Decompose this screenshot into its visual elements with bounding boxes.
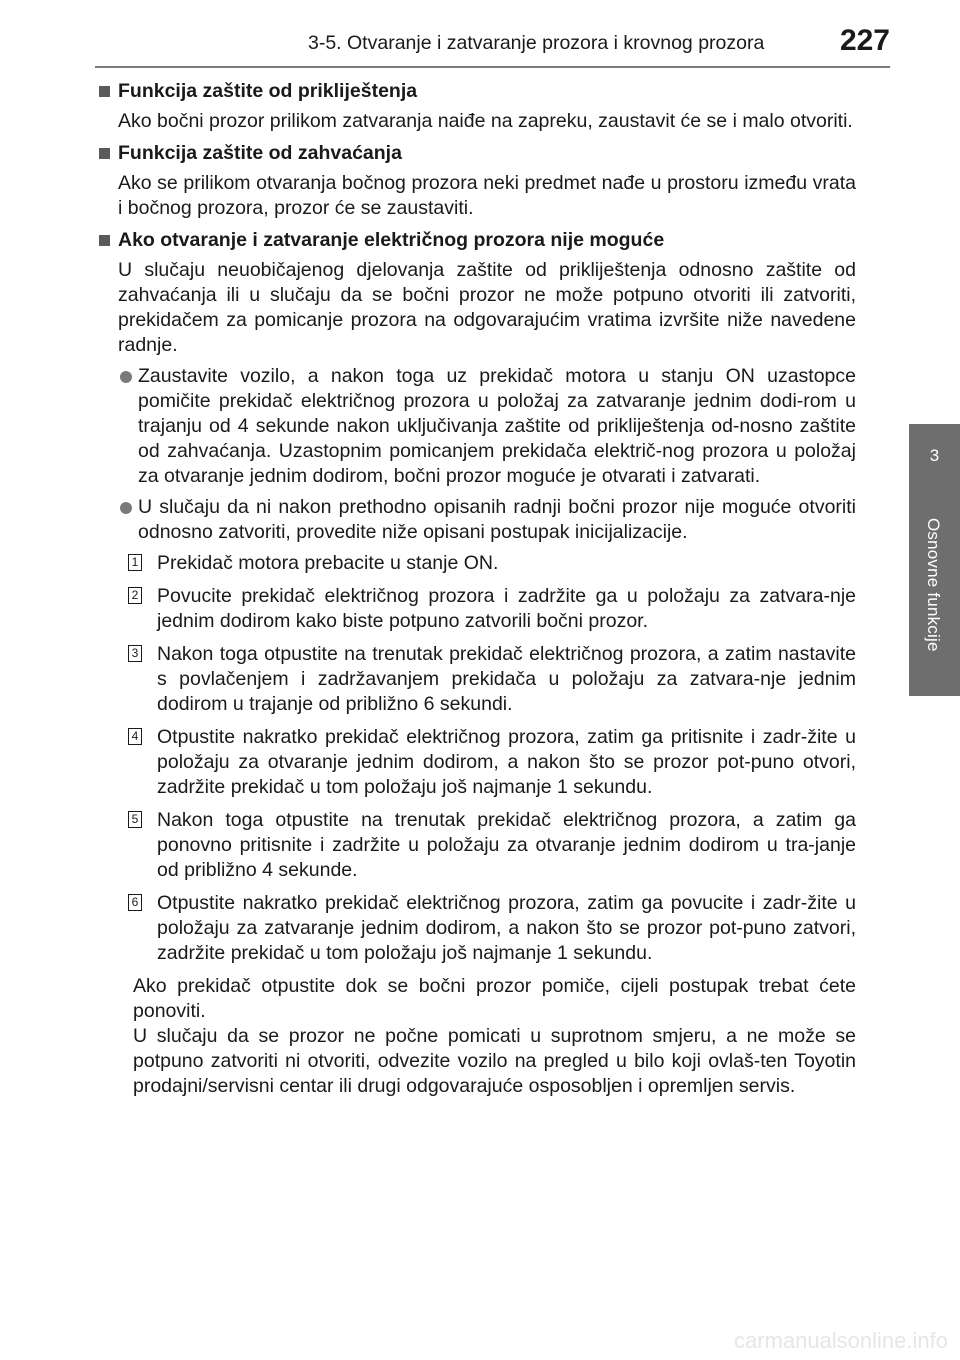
step-number-badge: 3 <box>128 645 142 662</box>
section-heading: Funkcija zaštite od zahvaćanja <box>118 142 402 164</box>
page-content <box>96 79 856 1106</box>
closing-note: Ako prekidač otpustite dok se bočni prozor pomiče, cijeli postupak trebat ćete ponoviti. <box>133 975 856 1022</box>
section-window-not-working <box>96 228 856 1099</box>
step-item <box>96 891 856 966</box>
step-text: Otpustite nakratko prekidač električnog prozora, zatim ga pritisnite i zadr-žite u položaju za otvaranje jednim dodirom, a nakon što se prozor pot-puno otvori, zadržite prekidač u tom položaju još najmanje 1 sekundu. <box>157 726 856 798</box>
section-pinch-protection <box>96 79 856 134</box>
round-bullet-icon <box>120 502 132 514</box>
square-bullet-icon <box>99 86 110 97</box>
step-number-badge: 1 <box>128 554 142 571</box>
section-paragraph: U slučaju neuobičajenog djelovanja zaštite od prikliještenja odnosno zaštite od zahvaćanja ili u slučaju da se bočni prozor ne može potpuno otvoriti ili zatvoriti, prekidačem za pomicanje prozora na odgovarajućim vratima izvršite niže navedene radnje. <box>118 259 856 356</box>
step-item <box>96 808 856 883</box>
page-header <box>95 24 890 68</box>
list-item <box>96 364 856 489</box>
step-number-badge: 6 <box>128 894 142 911</box>
step-item <box>96 584 856 634</box>
step-number-badge: 4 <box>128 728 142 745</box>
step-number-badge: 5 <box>128 811 142 828</box>
section-catch-protection <box>96 141 856 221</box>
round-bullet-icon <box>120 371 132 383</box>
chapter-number: 3 <box>929 446 940 465</box>
step-item <box>96 725 856 800</box>
step-text: Prekidač motora prebacite u stanje ON. <box>157 552 499 574</box>
closing-note: U slučaju da se prozor ne počne pomicati u suprotnom smjeru, a ne može se potpuno zatvoriti ni otvoriti, odvezite vozilo na pregled u bilo koji ovlaš-ten Toyotin prodajni/servisni centar ili drugi odgovarajuće osposobljen i opremljen servis. <box>133 1025 856 1097</box>
list-item <box>96 495 856 545</box>
step-text: Nakon toga otpustite na trenutak prekidač električnog prozora, a zatim nastavite s povlačenjem i zadržavanjem prekidača u položaju za zatvara-nje jednim dodirom u trajanje od približno 6 sekundi. <box>157 643 856 715</box>
step-item <box>96 642 856 717</box>
bullet-text: Zaustavite vozilo, a nakon toga uz prekidač motora u stanju ON uzastopce pomičite prekidač električnog prozora u položaj za zatvaranje jednim dodi-rom u trajanju od 4 sekunde nakon uključivanja zaštite od prikliještenja od-nosno zaštite od zahvaćanja. Uzastopnim pomicanjem prekidača električ-nog prozora u položaj za otvaranje jednim dodirom, bočni prozor moguće je otvarati i zatvarati. <box>138 365 856 487</box>
step-text: Povucite prekidač električnog prozora i zadržite ga u položaju za zatvara-nje jednim dodirom kako biste potpuno zatvorili bočni prozor. <box>157 585 856 632</box>
section-title: 3-5. Otvaranje i zatvaranje prozora i krovnog prozora <box>308 32 765 54</box>
step-text: Nakon toga otpustite na trenutak prekidač električnog prozora, a zatim ga ponovno pritisnite i zadržite u položaju za otvaranje jednim dodirom u tra-janje od približno 4 sekunde. <box>157 809 856 881</box>
bullet-text: U slučaju da ni nakon prethodno opisanih radnji bočni prozor nije moguće otvoriti odnosno zatvoriti, provedite niže opisani postupak inicijalizacije. <box>138 496 856 543</box>
chapter-side-tab <box>909 424 960 696</box>
square-bullet-icon <box>99 148 110 159</box>
step-item <box>96 551 856 576</box>
page-number: 227 <box>839 24 890 57</box>
section-heading: Funkcija zaštite od prikliještenja <box>118 80 418 102</box>
watermark: carmanualsonline.info <box>733 1328 948 1353</box>
section-heading: Ako otvaranje i zatvaranje električnog prozora nije moguće <box>118 229 665 251</box>
step-text: Otpustite nakratko prekidač električnog prozora, zatim ga povucite i zadr-žite u položaju za zatvaranje jednim dodirom, a nakon što se prozor pot-puno zatvori, zadržite prekidač u tom položaju još najmanje 1 sekundu. <box>157 892 856 964</box>
step-number-badge: 2 <box>128 587 142 604</box>
section-paragraph: Ako bočni prozor prilikom zatvaranja naiđe na zapreku, zaustavit će se i malo otvoriti. <box>118 110 853 132</box>
chapter-name: Osnovne funkcije <box>924 518 943 652</box>
square-bullet-icon <box>99 235 110 246</box>
section-paragraph: Ako se prilikom otvaranja bočnog prozora neki predmet nađe u prostoru između vrata i bočnog prozora, prozor će se zaustaviti. <box>118 172 856 219</box>
